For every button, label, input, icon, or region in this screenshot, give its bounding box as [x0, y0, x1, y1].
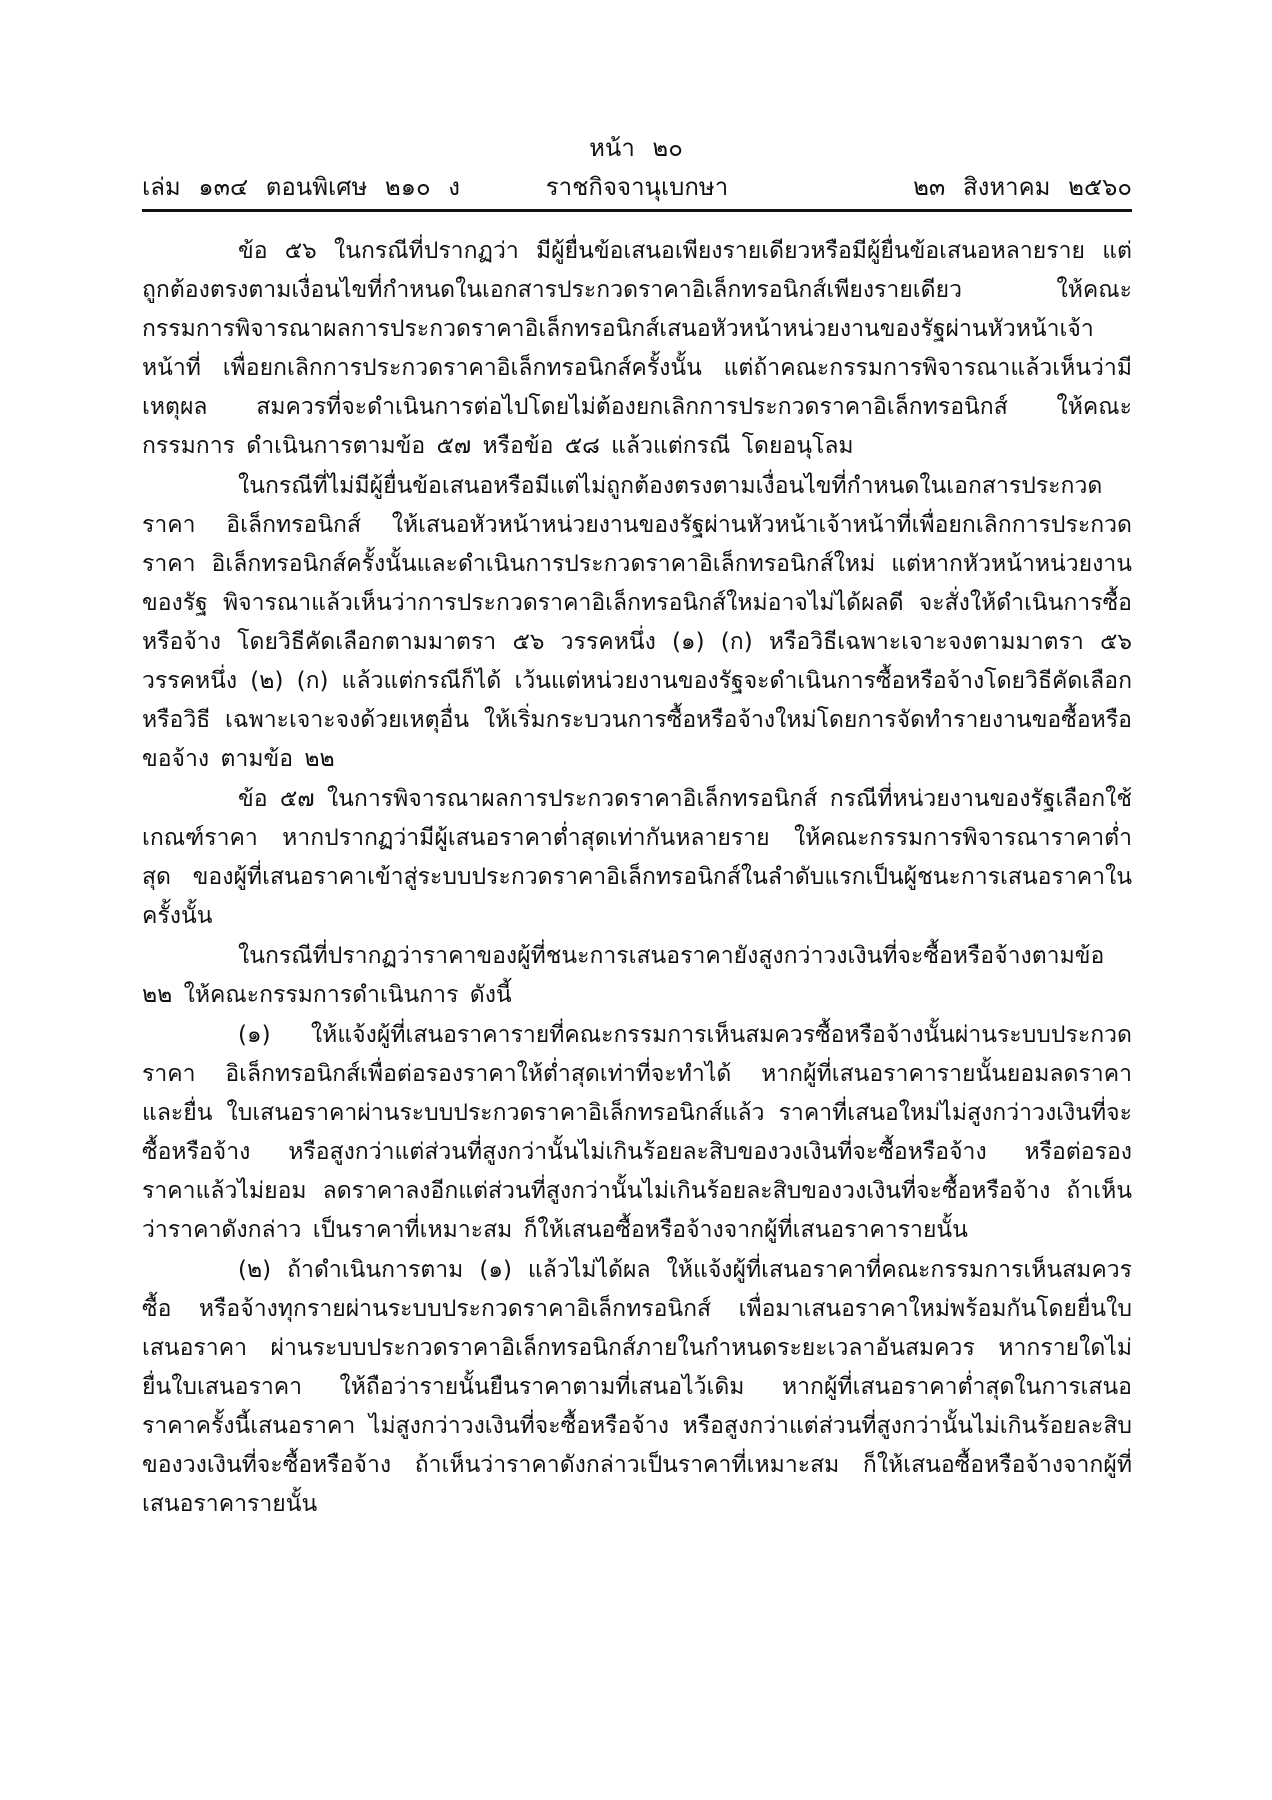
paragraph-clause-57-over-budget: ในกรณีที่ปรากฏว่าราคาของผู้ที่ชนะการเสนอราคายังสูงกว่าวงเงินที่จะซื้อหรือจ้างตามข้อ ๒๒ ให้คณะกรรมการดำเนินการ ดังนี้ [142, 943, 1105, 1008]
page-number: หน้า ๒๐ [589, 134, 683, 162]
paragraph-clause-56-no-bidder: ในกรณีที่ไม่มีผู้ยื่นข้อเสนอหรือมีแต่ไม่ถูกต้องตรงตามเงื่อนไขที่กำหนดในเอกสารประกวดราคา อิเล็กทรอนิกส์ ให้เสนอหัวหน้าหน่วยงานของรัฐผ่านหัวหน้าเจ้าหน้าที่เพื่อยกเลิกการประกวดราคา อิเล็กทรอนิกส์ครั้งนั้นและดำเนินการประกวดราคาอิเล็กทรอนิกส์ใหม่ แต่หากหัวหน้าหน่วยงานของรัฐ พิจารณาแล้วเห็นว่าการประกวดราคาอิเล็กทรอนิกส์ใหม่อาจไม่ได้ผลดี จะสั่งให้ดำเนินการซื้อหรือจ้าง โดยวิธีคัดเลือกตามมาตรา ๕๖ วรรคหนึ่ง (๑) (ก) หรือวิธีเฉพาะเจาะจงตามมาตรา ๕๖ วรรคหนึ่ง (๒) (ก) แล้วแต่กรณีก็ได้ เว้นแต่หน่วยงานของรัฐจะดำเนินการซื้อหรือจ้างโดยวิธีคัดเลือกหรือวิธี เฉพาะเจาะจงด้วยเหตุอื่น ให้เริ่มกระบวนการซื้อหรือจ้างใหม่โดยการจัดทำรายงานขอซื้อหรือขอจ้าง ตามข้อ ๒๒ [142, 473, 1132, 772]
publication-date: ๒๓ สิงหาคม ๒๕๖๐ [913, 173, 1132, 201]
publication-title: ราชกิจจานุเบกษา [545, 173, 729, 201]
gazette-header [142, 170, 1132, 204]
paragraph-clause-57: ข้อ ๕๗ ในการพิจารณาผลการประกวดราคาอิเล็กทรอนิกส์ กรณีที่หน่วยงานของรัฐเลือกใช้ เกณฑ์ราคา หากปรากฏว่ามีผู้เสนอราคาต่ำสุดเท่ากันหลายราย ให้คณะกรรมการพิจารณาราคาต่ำสุด ของผู้ที่เสนอราคาเข้าสู่ระบบประกวดราคาอิเล็กทรอนิกส์ในลำดับแรกเป็นผู้ชนะการเสนอราคาในครั้งนั้น [142, 786, 1132, 929]
volume-issue: เล่ม ๑๓๔ ตอนพิเศษ ๒๑๐ ง [142, 173, 460, 201]
header-divider [142, 209, 1132, 212]
paragraph-clause-56: ข้อ ๕๖ ในกรณีที่ปรากฏว่า มีผู้ยื่นข้อเสนอเพียงรายเดียวหรือมีผู้ยื่นข้อเสนอหลายราย แต่ถูกต้องตรงตามเงื่อนไขที่กำหนดในเอกสารประกวดราคาอิเล็กทรอนิกส์เพียงรายเดียว ให้คณะกรรมการพิจารณาผลการประกวดราคาอิเล็กทรอนิกส์เสนอหัวหน้าหน่วยงานของรัฐผ่านหัวหน้าเจ้าหน้าที่ เพื่อยกเลิกการประกวดราคาอิเล็กทรอนิกส์ครั้งนั้น แต่ถ้าคณะกรรมการพิจารณาแล้วเห็นว่ามีเหตุผล สมควรที่จะดำเนินการต่อไปโดยไม่ต้องยกเลิกการประกวดราคาอิเล็กทรอนิกส์ ให้คณะกรรมการ ดำเนินการตามข้อ ๕๗ หรือข้อ ๕๘ แล้วแต่กรณี โดยอนุโลม [142, 238, 1132, 459]
paragraph-item-1: (๑) ให้แจ้งผู้ที่เสนอราคารายที่คณะกรรมการเห็นสมควรซื้อหรือจ้างนั้นผ่านระบบประกวดราคา อิเล็กทรอนิกส์เพื่อต่อรองราคาให้ต่ำสุดเท่าที่จะทำได้ หากผู้ที่เสนอราคารายนั้นยอมลดราคาและยื่น ใบเสนอราคาผ่านระบบประกวดราคาอิเล็กทรอนิกส์แล้ว ราคาที่เสนอใหม่ไม่สูงกว่าวงเงินที่จะซื้อหรือจ้าง หรือสูงกว่าแต่ส่วนที่สูงกว่านั้นไม่เกินร้อยละสิบของวงเงินที่จะซื้อหรือจ้าง หรือต่อรองราคาแล้วไม่ยอม ลดราคาลงอีกแต่ส่วนที่สูงกว่านั้นไม่เกินร้อยละสิบของวงเงินที่จะซื้อหรือจ้าง ถ้าเห็นว่าราคาดังกล่าว เป็นราคาที่เหมาะสม ก็ให้เสนอซื้อหรือจ้างจากผู้ที่เสนอราคารายนั้น [142, 1022, 1132, 1243]
document-body [142, 232, 1132, 1525]
paragraph-item-2: (๒) ถ้าดำเนินการตาม (๑) แล้วไม่ได้ผล ให้แจ้งผู้ที่เสนอราคาที่คณะกรรมการเห็นสมควรซื้อ หรือจ้างทุกรายผ่านระบบประกวดราคาอิเล็กทรอนิกส์ เพื่อมาเสนอราคาใหม่พร้อมกันโดยยื่นใบเสนอราคา ผ่านระบบประกวดราคาอิเล็กทรอนิกส์ภายในกำหนดระยะเวลาอันสมควร หากรายใดไม่ยื่นใบเสนอราคา ให้ถือว่ารายนั้นยืนราคาตามที่เสนอไว้เดิม หากผู้ที่เสนอราคาต่ำสุดในการเสนอราคาครั้งนี้เสนอราคา ไม่สูงกว่าวงเงินที่จะซื้อหรือจ้าง หรือสูงกว่าแต่ส่วนที่สูงกว่านั้นไม่เกินร้อยละสิบของวงเงินที่จะซื้อหรือจ้าง ถ้าเห็นว่าราคาดังกล่าวเป็นราคาที่เหมาะสม ก็ให้เสนอซื้อหรือจ้างจากผู้ที่เสนอราคารายนั้น [142, 1257, 1132, 1517]
